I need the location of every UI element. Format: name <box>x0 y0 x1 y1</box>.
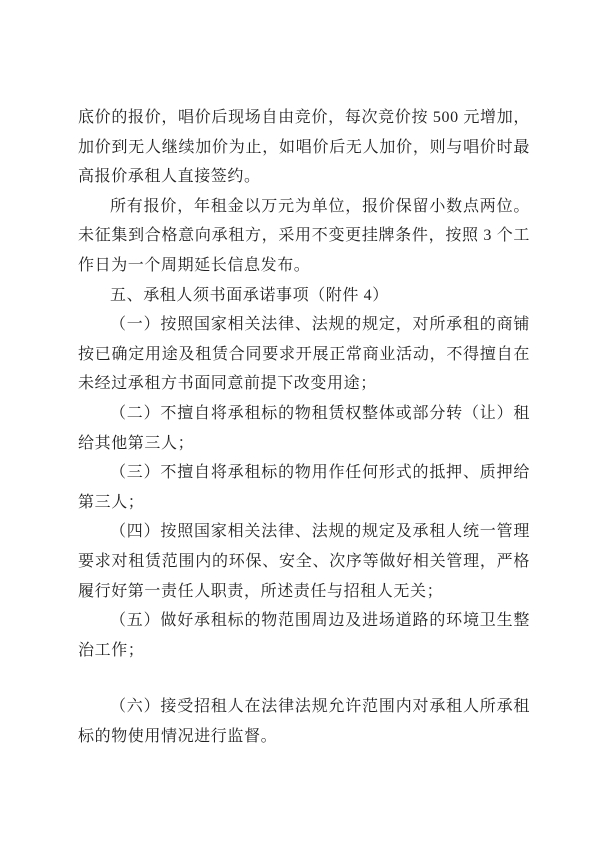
section-heading-written-commitments: 五、承租人须书面承诺事项（附件 4） <box>110 286 389 304</box>
paragraph-bidding-rules-continuation: 底价的报价，唱价后现场自由竞价，每次竞价按 500 元增加，加价到无人继续加价为止，如唱价后无人加价，则与唱价时最高报价承租人直接签约。 <box>78 109 530 186</box>
paragraph-commitment-item-5: （五）做好承租标的物范围周边及进场道路的环境卫生整治工作； <box>78 612 530 659</box>
paragraph-commitment-item-3: （三）不擅自将承租标的物用作任何形式的抵押、质押给第三人； <box>78 464 530 511</box>
document-content <box>78 103 530 751</box>
paragraph-commitment-item-4: （四）按照国家相关法律、法规的规定及承租人统一管理要求对租赁范围内的环保、安全、次序等做好相关管理，严格履行好第一责任人职责，所述责任与招租人无关； <box>78 523 530 600</box>
paragraph-commitment-item-6: （六）接受招租人在法律法规允许范围内对承租人所承租标的物使用情况进行监督。 <box>78 698 530 745</box>
paragraph-commitment-item-2: （二）不擅自将承租标的物租赁权整体或部分转（让）租给其他第三人； <box>78 404 530 452</box>
paragraph-quotation-rules: 所有报价，年租金以万元为单位，报价保留小数点两位。未征集到合格意向承租方，采用不变更挂牌条件，按照 3 个工作日为一个周期延长信息发布。 <box>78 197 530 274</box>
paragraph-commitment-item-1: （一）按照国家相关法律、法规的规定，对所承租的商铺按已确定用途及租赁合同要求开展正常商业活动，不得擅自在未经过承租方书面同意前提下改变用途； <box>78 316 530 393</box>
